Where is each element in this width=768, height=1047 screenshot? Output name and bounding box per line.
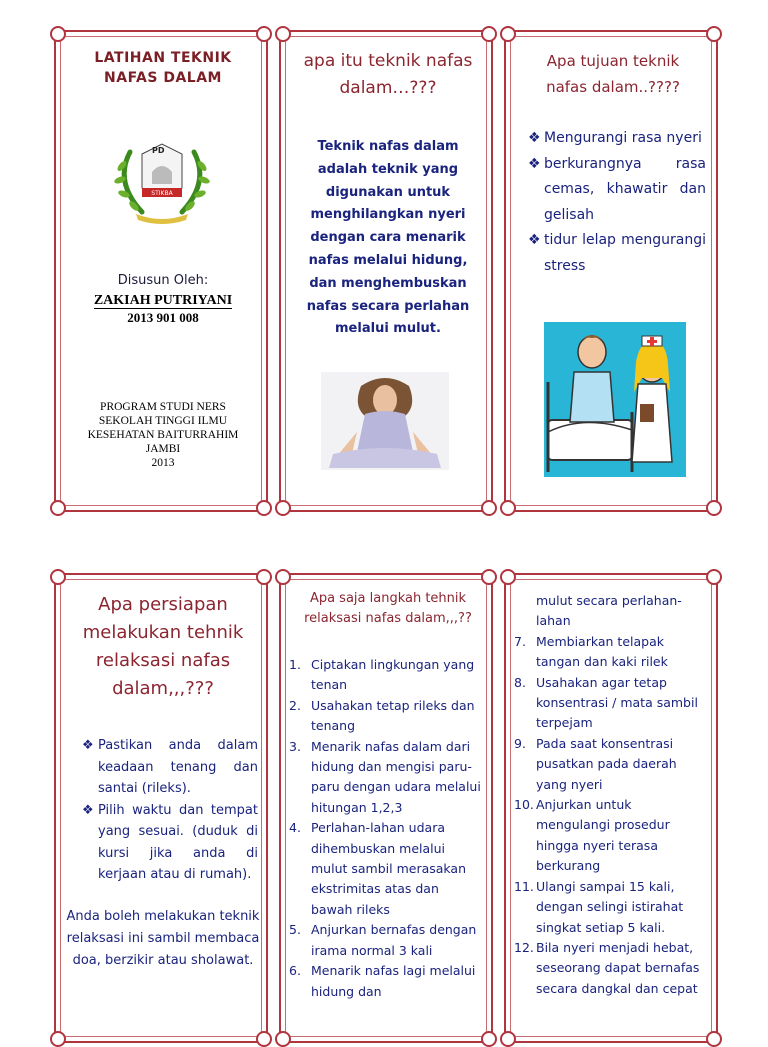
heading-line: Apa saja langkah tehnik: [309, 591, 467, 606]
step-text: Ciptakan lingkungan yang tenan: [311, 657, 475, 693]
step-text: Bila nyeri menjadi hebat, seseorang dapat bernafas secara dangkal dan cepat: [536, 939, 700, 996]
step-number: 11.: [514, 878, 534, 894]
list-item: [514, 632, 706, 673]
continuation-line: lahan: [536, 613, 571, 629]
step-number: 1.: [289, 657, 301, 672]
step-number: 4.: [289, 820, 301, 836]
list-item: [289, 655, 481, 696]
corner-ornament: [500, 1031, 516, 1047]
steps-list: [289, 655, 481, 1002]
list-item-text: Mengurangi rasa nyeri: [544, 130, 702, 146]
student-id: 2013 901 008: [127, 310, 199, 325]
steps-continued-panel: [504, 573, 718, 1043]
corner-ornament: [500, 500, 516, 516]
author-name: [66, 293, 260, 309]
corner-ornament: [481, 500, 497, 516]
diamond-bullet-icon: ❖: [528, 155, 541, 172]
corner-ornament: [50, 1031, 66, 1047]
step-text: Anjurkan untuk mengulangi prosedur hingga nyeri terasa berkurang: [536, 797, 670, 874]
steps-heading: [293, 589, 483, 629]
list-item: [82, 800, 258, 886]
list-item-text: berkurangnya rasa cemas, khawatir dan gelisah: [544, 155, 706, 223]
corner-ornament: [500, 26, 516, 42]
heading-line: melakukan tehnik: [82, 622, 244, 643]
list-item: [528, 228, 706, 279]
list-item: [514, 938, 706, 999]
step-number: 2.: [289, 697, 301, 713]
heading-line: Apa tujuan teknik: [546, 52, 680, 70]
corner-ornament: [500, 569, 516, 585]
corner-ornament: [50, 500, 66, 516]
preparation-list: [82, 735, 258, 886]
heading-line: Apa persiapan: [98, 594, 228, 615]
step-text: Pada saat konsentrasi pusatkan pada daerah yang nyeri: [536, 735, 677, 792]
definition-text: Teknik nafas dalam adalah teknik yang digunakan untuk menghilangkan nyeri dengan cara menarik nafas melalui hidung, dan menghembuskan nafas secara perlahan melalui mulut.: [306, 139, 470, 337]
institution-line: KESEHATAN BAITURRAHIM: [87, 429, 239, 441]
step-text: Anjurkan bernafas dengan irama normal 3 kali: [311, 922, 477, 958]
list-item: [289, 696, 481, 737]
patient-nurse-cartoon-icon: [544, 322, 686, 477]
heading-line: apa itu teknik nafas: [303, 51, 473, 71]
corner-ornament: [256, 1031, 272, 1047]
cover-panel: [54, 30, 268, 512]
step-number: 3.: [289, 738, 301, 754]
corner-ornament: [50, 26, 66, 42]
purpose-list: [528, 126, 706, 279]
diamond-bullet-icon: ❖: [82, 738, 94, 753]
diamond-bullet-icon: ❖: [528, 232, 541, 248]
definition-heading: [293, 48, 483, 102]
corner-ornament: [275, 1031, 291, 1047]
corner-ornament: [256, 569, 272, 585]
corner-ornament: [256, 26, 272, 42]
step-number: 6.: [289, 963, 301, 979]
step-number: 10.: [514, 797, 534, 813]
step-text: Menarik nafas lagi melalui hidung dan: [311, 963, 476, 999]
step-text: Usahakan agar tetap konsentrasi / mata sambil terpejam: [536, 674, 698, 731]
list-item: [514, 877, 706, 938]
preparation-note: Anda boleh melakukan teknik relaksasi ini sambil membaca doa, berzikir atau sholawat.: [66, 909, 260, 968]
step-continuation: [514, 591, 706, 632]
step-text: Perlahan-lahan udara dihembuskan melalui mulut sambil merasakan ekstrimitas atas dan bawah rileks: [311, 820, 467, 917]
heading-line: relaksasi nafas dalam,,,??: [304, 611, 472, 626]
meditating-woman-image-icon: [321, 372, 449, 470]
cover-title-line: LATIHAN TEKNIK: [94, 50, 232, 66]
cover-title: [76, 48, 250, 88]
corner-ornament: [275, 569, 291, 585]
list-item: [514, 673, 706, 734]
corner-ornament: [275, 500, 291, 516]
logo-label: STIKBA: [151, 190, 173, 197]
list-item: [289, 818, 481, 920]
cover-title-line: NAFAS DALAM: [104, 70, 222, 86]
author-name-text: ZAKIAH PUTRIYANI: [93, 293, 233, 308]
heading-line: nafas dalam..????: [546, 78, 680, 96]
purpose-panel: [504, 30, 718, 512]
list-item: [528, 152, 706, 229]
institution-year: 2013: [151, 457, 175, 469]
list-item: [289, 961, 481, 1002]
step-number: 7.: [514, 633, 526, 649]
corner-ornament: [50, 569, 66, 585]
continuation-line: mulut secara perlahan-: [536, 593, 682, 608]
preparation-heading: [68, 591, 258, 703]
definition-panel: [279, 30, 493, 512]
step-number: 5.: [289, 922, 301, 938]
corner-ornament: [706, 26, 722, 42]
list-item-text: Pastikan anda dalam keadaan tenang dan santai (rileks).: [98, 738, 258, 796]
institution-line: SEKOLAH TINGGI ILMU: [98, 415, 228, 427]
step-text: Menarik nafas dalam dari hidung dan mengisi paru-paru dengan udara melalui hitungan 1,2,3: [311, 738, 481, 815]
list-item-text: Pilih waktu dan tempat yang sesuai. (duduk di kursi jika anda di kerjaan atau di rumah).: [98, 802, 258, 882]
diamond-bullet-icon: ❖: [528, 130, 541, 146]
steps-panel: [279, 573, 493, 1043]
logo-label: PD: [152, 146, 165, 155]
heading-line: dalam,,,???: [112, 678, 214, 699]
stikba-laurel-logo-icon: [112, 132, 212, 224]
step-text: Usahakan tetap rileks dan tenang: [311, 697, 475, 734]
step-text: Ulangi sampai 15 kali, dengan selingi istirahat singkat setiap 5 kali.: [536, 878, 684, 935]
list-item: [289, 920, 481, 961]
institution-line: JAMBI: [145, 443, 181, 455]
corner-ornament: [481, 569, 497, 585]
corner-ornament: [481, 26, 497, 42]
preparation-panel: [54, 573, 268, 1043]
steps-list-continued: [514, 591, 706, 999]
institution-line: PROGRAM STUDI NERS: [100, 401, 226, 413]
corner-ornament: [275, 26, 291, 42]
purpose-heading: [518, 48, 708, 100]
heading-line: dalam…???: [339, 78, 437, 98]
institution-block: [72, 400, 254, 470]
step-number: 12.: [514, 939, 534, 955]
list-item: [82, 735, 258, 800]
corner-ornament: [706, 500, 722, 516]
list-item: [528, 126, 706, 152]
list-item-text: tidur lelap mengurangi stress: [544, 232, 706, 274]
corner-ornament: [706, 1031, 722, 1047]
list-item: [514, 795, 706, 877]
corner-ornament: [256, 500, 272, 516]
corner-ornament: [481, 1031, 497, 1047]
step-text: Membiarkan telapak tangan dan kaki rilek: [536, 633, 668, 670]
heading-line: relaksasi nafas: [95, 650, 231, 671]
compiled-by-label: Disusun Oleh:: [117, 273, 209, 288]
diamond-bullet-icon: ❖: [82, 802, 94, 818]
list-item: [514, 734, 706, 795]
step-number: 9.: [514, 735, 526, 751]
list-item: [289, 737, 481, 819]
corner-ornament: [706, 569, 722, 585]
step-number: 8.: [514, 674, 526, 690]
